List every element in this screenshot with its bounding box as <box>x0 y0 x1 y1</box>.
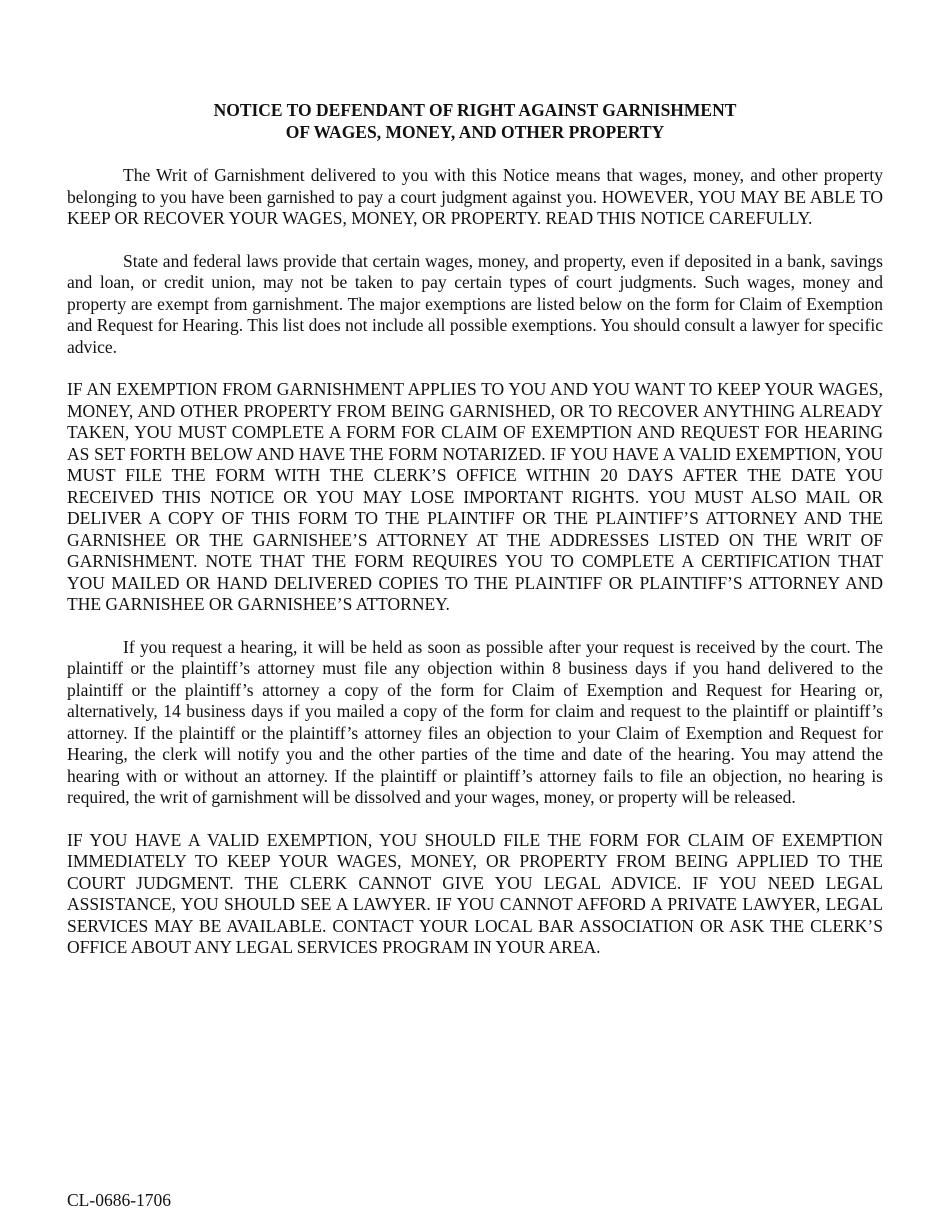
notice-document <box>67 100 883 959</box>
form-code-footer: CL-0686-1706 <box>67 1190 172 1210</box>
document-title <box>67 100 883 143</box>
paragraph-legal-assistance: IF YOU HAVE A VALID EXEMPTION, YOU SHOULD FILE THE FORM FOR CLAIM OF EXEMPTION IMMEDIATELY TO KEEP YOUR WAGES, MONEY, OR PROPERTY FROM BEING APPLIED TO THE COURT JUDGMENT. THE CLERK CANNOT GIVE YOU LEGAL ADVICE. IF YOU NEED LEGAL ASSISTANCE, YOU SHOULD SEE A LAWYER. IF YOU CANNOT AFFORD A PRIVATE LAWYER, LEGAL SERVICES MAY BE AVAILABLE. CONTACT YOUR LOCAL BAR ASSOCIATION OR ASK THE CLERK’S OFFICE ABOUT ANY LEGAL SERVICES PROGRAM IN YOUR AREA. <box>67 829 883 957</box>
paragraph-hearing-process: If you request a hearing, it will be held as soon as possible after your request is received by the court. The plaintiff or the plaintiff’s attorney must file any objection within 8 business days if you hand delivered to the plaintiff or the plaintiff’s attorney a copy of the form for Claim of Exemption and Request for Hearing or, alternatively, 14 business days if you mailed a copy of the form for claim and request to the plaintiff or plaintiff’s attorney. If the plaintiff or the plaintiff’s attorney files an objection to your Claim of Exemption and Request for Hearing, the clerk will notify you and the other parties of the time and date of the hearing. You may attend the hearing with or without an attorney. If the plaintiff or plaintiff’s attorney fails to file an objection, no hearing is required, the writ of garnishment will be dissolved and your wages, money, or property will be released. <box>67 636 883 807</box>
title-line-2: OF WAGES, MONEY, AND OTHER PROPERTY <box>285 121 665 142</box>
paragraph-exempt-laws: State and federal laws provide that certain wages, money, and property, even if deposited in a bank, savings and loan, or credit union, may not be taken to pay certain types of court judgments. Such wages, money and property are exempt from garnishment. The major exemptions are listed below on the form for Claim of Exemption and Request for Hearing. This list does not include all possible exemptions. You should consult a lawyer for specific advice. <box>67 250 883 357</box>
paragraph-exemption-instructions: IF AN EXEMPTION FROM GARNISHMENT APPLIES TO YOU AND YOU WANT TO KEEP YOUR WAGES, MONEY, AND OTHER PROPERTY FROM BEING GARNISHED, OR TO RECOVER ANYTHING ALREADY TAKEN, YOU MUST COMPLETE A FORM FOR CLAIM OF EXEMPTION AND REQUEST FOR HEARING AS SET FORTH BELOW AND HAVE THE FORM NOTARIZED. IF YOU HAVE A VALID EXEMPTION, YOU MUST FILE THE FORM WITH THE CLERK’S OFFICE WITHIN 20 DAYS AFTER THE DATE YOU RECEIVED THIS NOTICE OR YOU MAY LOSE IMPORTANT RIGHTS. YOU MUST ALSO MAIL OR DELIVER A COPY OF THIS FORM TO THE PLAINTIFF OR THE PLAINTIFF’S ATTORNEY AND THE GARNISHEE OR THE GARNISHEE’S ATTORNEY AT THE ADDRESSES LISTED ON THE WRIT OF GARNISHMENT. NOTE THAT THE FORM REQUIRES YOU TO COMPLETE A CERTIFICATION THAT YOU MAILED OR HAND DELIVERED COPIES TO THE PLAINTIFF OR PLAINTIFF’S ATTORNEY AND THE GARNISHEE OR GARNISHEE’S ATTORNEY. <box>67 379 883 614</box>
title-line-1: NOTICE TO DEFENDANT OF RIGHT AGAINST GARNISHMENT <box>213 100 737 120</box>
paragraph-writ-notice: The Writ of Garnishment delivered to you with this Notice means that wages, money, and other property belonging to you have been garnished to pay a court judgment against you. HOWEVER, YOU MAY BE ABLE TO KEEP OR RECOVER YOUR WAGES, MONEY, OR PROPERTY. READ THIS NOTICE CAREFULLY. <box>67 165 883 228</box>
